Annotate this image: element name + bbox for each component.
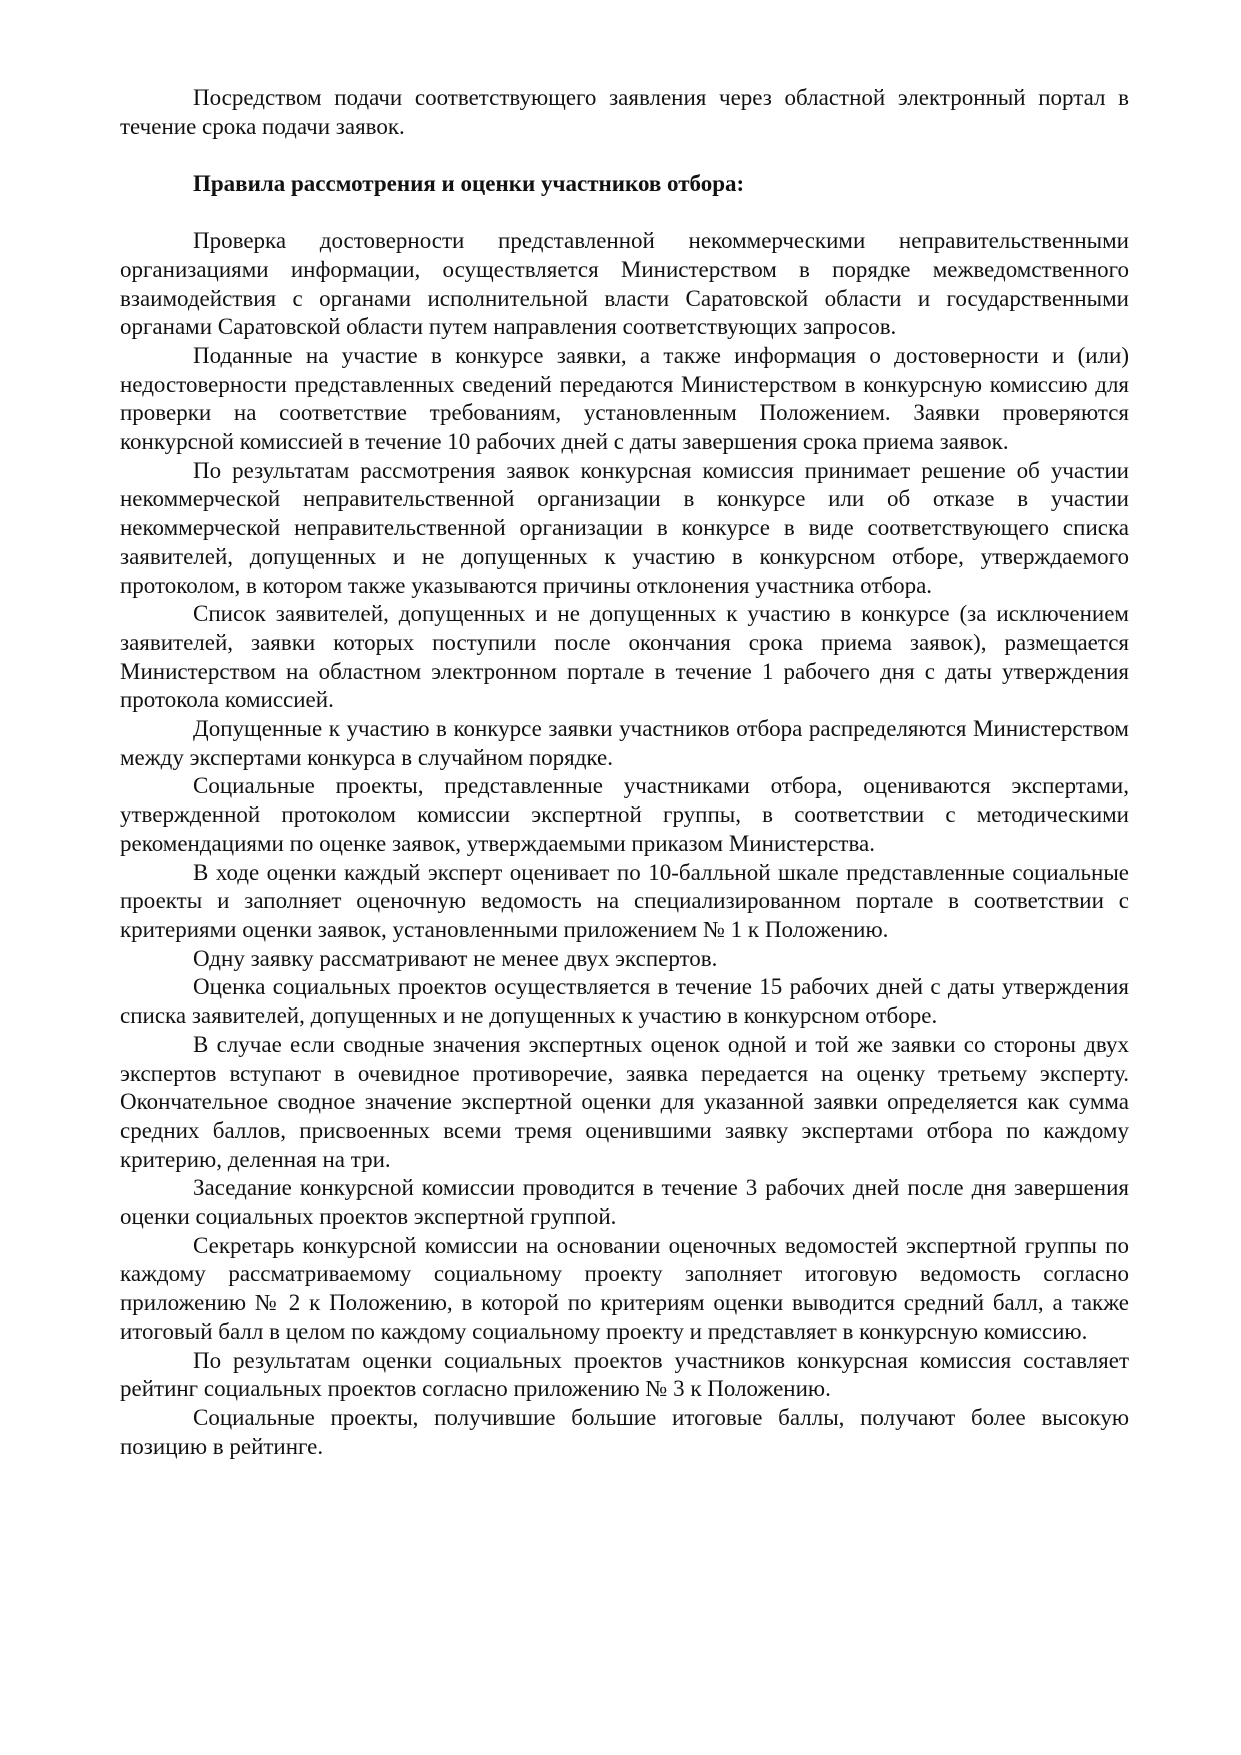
paragraph-two-experts: Одну заявку рассматривают не менее двух экспертов.: [193, 945, 718, 971]
paragraph-distribution: Допущенные к участию в конкурсе заявки участников отбора распределяются Министерством между экспертами конкурса в случайном порядке.: [120, 716, 1129, 770]
paragraph-secretary: Секретарь конкурсной комиссии на основании оценочных ведомостей экспертной группы по каждому рассматриваемому социальному проекту заполняет итоговую ведомость согласно приложению № 2 к Положению, в которой по критериям оценки выводится средний балл, а также итоговый балл в целом по каждому социальному проекту и представляет в конкурсную комиссию.: [120, 1232, 1129, 1344]
paragraph-scoring-scale: В ходе оценки каждый эксперт оценивает по 10-балльной шкале представленные социальные проекты и заполняет оценочную ведомость на специализированном портале в соответствии с критериями оценки заявок, установленными приложением № 1 к Положению.: [120, 859, 1129, 942]
document-page: [120, 84, 1129, 1461]
section-heading: Правила рассмотрения и оценки участников отбора:: [193, 171, 745, 197]
paragraph-expert-evaluation: Социальные проекты, представленные участниками отбора, оцениваются экспертами, утвержденной протоколом комиссии экспертной группы, в соответствии с методическими рекомендациями по оценке заявок, утверждаемыми приказом Министерства.: [120, 773, 1129, 856]
paragraph-applicant-list: Список заявителей, допущенных и не допущенных к участию в конкурсе (за исключением заявителей, заявки которых поступили после окончания срока приема заявок), размещается Министерством на областном электронном портале в течение 1 рабочего дня с даты утверждения протокола комиссией.: [120, 601, 1129, 713]
paragraph-verification: Проверка достоверности представленной некоммерческими неправительственными организациями информации, осуществляется Министерством в порядке межведомственного взаимодействия с органами исполнительной власти Саратовской области и государственными органами Саратовской области путем направления соответствующих запросов.: [120, 228, 1129, 340]
paragraph-third-expert: В случае если сводные значения экспертных оценок одной и той же заявки со стороны двух экспертов вступают в очевидное противоречие, заявка передается на оценку третьему эксперту. Окончательное сводное значение экспертной оценки для указанной заявки определяется как сумма средних баллов, присвоенных всеми тремя оценившими заявку экспертами отбора по каждому критерию, деленная на три.: [120, 1031, 1129, 1172]
paragraph-commission-meeting: Заседание конкурсной комиссии проводится в течение 3 рабочих дней после дня завершения оценки социальных проектов экспертной группой.: [120, 1175, 1129, 1230]
paragraph-commission-decision: По результатам рассмотрения заявок конкурсная комиссия принимает решение об участии некоммерческой неправительственной организации в конкурсе или об отказе в участии некоммерческой неправительственной организации в конкурсе в виде соответствующего списка заявителей, допущенных и не допущенных к участию в конкурсном отборе, утверждаемого протоколом, в котором также указываются причины отклонения участника отбора.: [120, 457, 1129, 598]
intro-paragraph: Посредством подачи соответствующего заявления через областной электронный портал в течение срока подачи заявок.: [120, 85, 1129, 139]
paragraph-submission: Поданные на участие в конкурсе заявки, а также информация о достоверности и (или) недостоверности представленных сведений передаются Министерством в конкурсную комиссию для проверки на соответствие требованиям, установленным Положением. Заявки проверяются конкурсной комиссией в течение 10 рабочих дней с даты завершения срока приема заявок.: [120, 342, 1129, 455]
paragraph-rating-position: Социальные проекты, получившие большие итоговые баллы, получают более высокую позицию в рейтинге.: [120, 1404, 1129, 1459]
paragraph-evaluation-period: Оценка социальных проектов осуществляется в течение 15 рабочих дней с даты утверждения списка заявителей, допущенных и не допущенных к участию в конкурсном отборе.: [120, 974, 1129, 1029]
paragraph-rating: По результатам оценки социальных проектов участников конкурсная комиссия составляет рейтинг социальных проектов согласно приложению № 3 к Положению.: [120, 1347, 1129, 1402]
